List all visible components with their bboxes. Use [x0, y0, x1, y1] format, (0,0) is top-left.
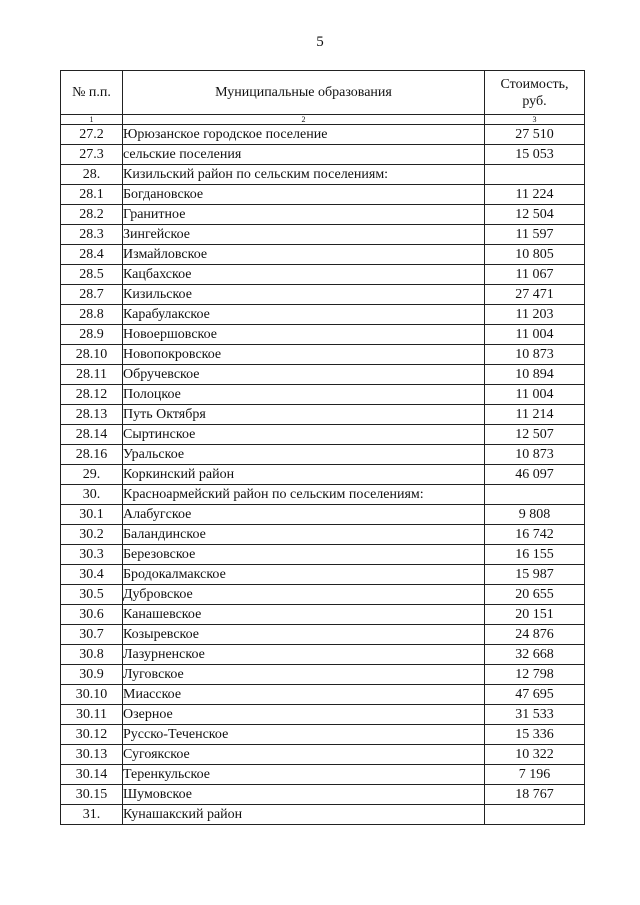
row-cost: 16 155 — [485, 545, 585, 565]
row-name: Гранитное — [123, 205, 485, 225]
row-cost: 20 151 — [485, 605, 585, 625]
row-cost: 10 322 — [485, 745, 585, 765]
column-index-row — [61, 115, 585, 125]
row-name: Алабугское — [123, 505, 485, 525]
row-cost — [485, 165, 585, 185]
row-number: 30.8 — [61, 645, 123, 665]
row-number: 28.4 — [61, 245, 123, 265]
row-cost: 11 067 — [485, 265, 585, 285]
row-number: 31. — [61, 805, 123, 825]
row-cost: 32 668 — [485, 645, 585, 665]
row-name: Новоершовское — [123, 325, 485, 345]
row-number: 30.1 — [61, 505, 123, 525]
row-number: 28.8 — [61, 305, 123, 325]
table-row — [61, 165, 585, 185]
table-row — [61, 265, 585, 285]
row-name: Бродокалмакское — [123, 565, 485, 585]
row-name: Русско-Теченское — [123, 725, 485, 745]
row-name: Путь Октября — [123, 405, 485, 425]
row-number: 28.5 — [61, 265, 123, 285]
table-row — [61, 425, 585, 445]
row-cost: 11 214 — [485, 405, 585, 425]
table-row — [61, 325, 585, 345]
row-number: 30.13 — [61, 745, 123, 765]
column-index-1: 1 — [61, 115, 123, 125]
row-name: Полоцкое — [123, 385, 485, 405]
row-name: Луговское — [123, 665, 485, 685]
row-name: Зингейское — [123, 225, 485, 245]
row-number: 30.9 — [61, 665, 123, 685]
row-name: Шумовское — [123, 785, 485, 805]
table-row — [61, 525, 585, 545]
table-row — [61, 345, 585, 365]
header-cost — [485, 71, 585, 115]
row-name: Обручевское — [123, 365, 485, 385]
row-name: Кунашакский район — [123, 805, 485, 825]
table-row — [61, 245, 585, 265]
table-row — [61, 545, 585, 565]
row-cost: 16 742 — [485, 525, 585, 545]
table-row — [61, 225, 585, 245]
table-row — [61, 565, 585, 585]
table-row — [61, 405, 585, 425]
row-cost: 27 510 — [485, 125, 585, 145]
table-row — [61, 605, 585, 625]
row-cost: 12 507 — [485, 425, 585, 445]
row-name: Дубровское — [123, 585, 485, 605]
row-cost: 11 004 — [485, 385, 585, 405]
row-name: Карабулакское — [123, 305, 485, 325]
table-row — [61, 625, 585, 645]
row-number: 28.12 — [61, 385, 123, 405]
row-name: сельские поселения — [123, 145, 485, 165]
table-row — [61, 145, 585, 165]
table-row — [61, 385, 585, 405]
row-name: Кизильское — [123, 285, 485, 305]
table-row — [61, 665, 585, 685]
row-name: Лазурненское — [123, 645, 485, 665]
table-body — [61, 125, 585, 825]
row-number: 30.11 — [61, 705, 123, 725]
row-name: Березовское — [123, 545, 485, 565]
row-cost — [485, 485, 585, 505]
row-cost: 11 203 — [485, 305, 585, 325]
column-index-2: 2 — [123, 115, 485, 125]
table-row — [61, 465, 585, 485]
table-row — [61, 705, 585, 725]
row-number: 30.14 — [61, 765, 123, 785]
row-number: 29. — [61, 465, 123, 485]
row-name: Юрюзанское городское поселение — [123, 125, 485, 145]
row-number: 28.2 — [61, 205, 123, 225]
row-name: Озерное — [123, 705, 485, 725]
table-row — [61, 765, 585, 785]
row-name: Сугоякское — [123, 745, 485, 765]
row-cost: 11 597 — [485, 225, 585, 245]
row-cost: 12 798 — [485, 665, 585, 685]
row-name: Коркинский район — [123, 465, 485, 485]
row-name: Измайловское — [123, 245, 485, 265]
row-cost: 10 805 — [485, 245, 585, 265]
row-cost: 9 808 — [485, 505, 585, 525]
table-row — [61, 725, 585, 745]
row-cost: 27 471 — [485, 285, 585, 305]
row-number: 28.3 — [61, 225, 123, 245]
row-number: 28.9 — [61, 325, 123, 345]
table-row — [61, 485, 585, 505]
row-name: Канашевское — [123, 605, 485, 625]
table-row — [61, 785, 585, 805]
row-cost: 12 504 — [485, 205, 585, 225]
row-name: Кацбахское — [123, 265, 485, 285]
row-cost: 15 053 — [485, 145, 585, 165]
row-number: 28.11 — [61, 365, 123, 385]
row-cost: 24 876 — [485, 625, 585, 645]
row-number: 30.3 — [61, 545, 123, 565]
table-row — [61, 185, 585, 205]
table-row — [61, 285, 585, 305]
row-cost: 46 097 — [485, 465, 585, 485]
row-cost: 31 533 — [485, 705, 585, 725]
row-cost: 15 987 — [485, 565, 585, 585]
row-number: 27.3 — [61, 145, 123, 165]
municipal-cost-table — [60, 70, 585, 825]
row-number: 30.15 — [61, 785, 123, 805]
row-cost: 11 224 — [485, 185, 585, 205]
row-number: 28.1 — [61, 185, 123, 205]
row-name: Красноармейский район по сельским поселениям: — [123, 485, 485, 505]
row-cost: 18 767 — [485, 785, 585, 805]
table-row — [61, 445, 585, 465]
row-number: 30.7 — [61, 625, 123, 645]
row-cost: 10 894 — [485, 365, 585, 385]
row-number: 30.6 — [61, 605, 123, 625]
table-row — [61, 305, 585, 325]
row-number: 30.4 — [61, 565, 123, 585]
row-cost: 10 873 — [485, 345, 585, 365]
row-number: 28.10 — [61, 345, 123, 365]
row-number: 30.12 — [61, 725, 123, 745]
row-name: Козыревское — [123, 625, 485, 645]
row-cost: 10 873 — [485, 445, 585, 465]
row-number: 28.14 — [61, 425, 123, 445]
row-name: Миасское — [123, 685, 485, 705]
table-row — [61, 585, 585, 605]
table-row — [61, 745, 585, 765]
table-row — [61, 805, 585, 825]
header-cost-line1: Стоимость, — [500, 76, 569, 92]
table-row — [61, 125, 585, 145]
row-number: 30.5 — [61, 585, 123, 605]
header-row — [61, 71, 585, 115]
row-name: Кизильский район по сельским поселениям: — [123, 165, 485, 185]
table-row — [61, 505, 585, 525]
row-cost: 15 336 — [485, 725, 585, 745]
column-index-3: 3 — [485, 115, 585, 125]
row-cost: 11 004 — [485, 325, 585, 345]
row-number: 28. — [61, 165, 123, 185]
header-name: Муниципальные образования — [123, 71, 485, 115]
header-cost-line2: руб. — [522, 93, 547, 109]
row-number: 30.10 — [61, 685, 123, 705]
row-number: 28.7 — [61, 285, 123, 305]
row-name: Уральское — [123, 445, 485, 465]
row-cost: 47 695 — [485, 685, 585, 705]
row-name: Новопокровское — [123, 345, 485, 365]
row-cost — [485, 805, 585, 825]
row-number: 28.16 — [61, 445, 123, 465]
header-num: № п.п. — [61, 71, 123, 115]
table-row — [61, 645, 585, 665]
row-number: 30.2 — [61, 525, 123, 545]
row-number: 28.13 — [61, 405, 123, 425]
table-row — [61, 365, 585, 385]
row-name: Сыртинское — [123, 425, 485, 445]
row-name: Баландинское — [123, 525, 485, 545]
row-number: 27.2 — [61, 125, 123, 145]
row-cost: 7 196 — [485, 765, 585, 785]
row-cost: 20 655 — [485, 585, 585, 605]
row-number: 30. — [61, 485, 123, 505]
table-row — [61, 685, 585, 705]
page-number: 5 — [316, 34, 324, 50]
row-name: Богдановское — [123, 185, 485, 205]
table-row — [61, 205, 585, 225]
row-name: Теренкульское — [123, 765, 485, 785]
